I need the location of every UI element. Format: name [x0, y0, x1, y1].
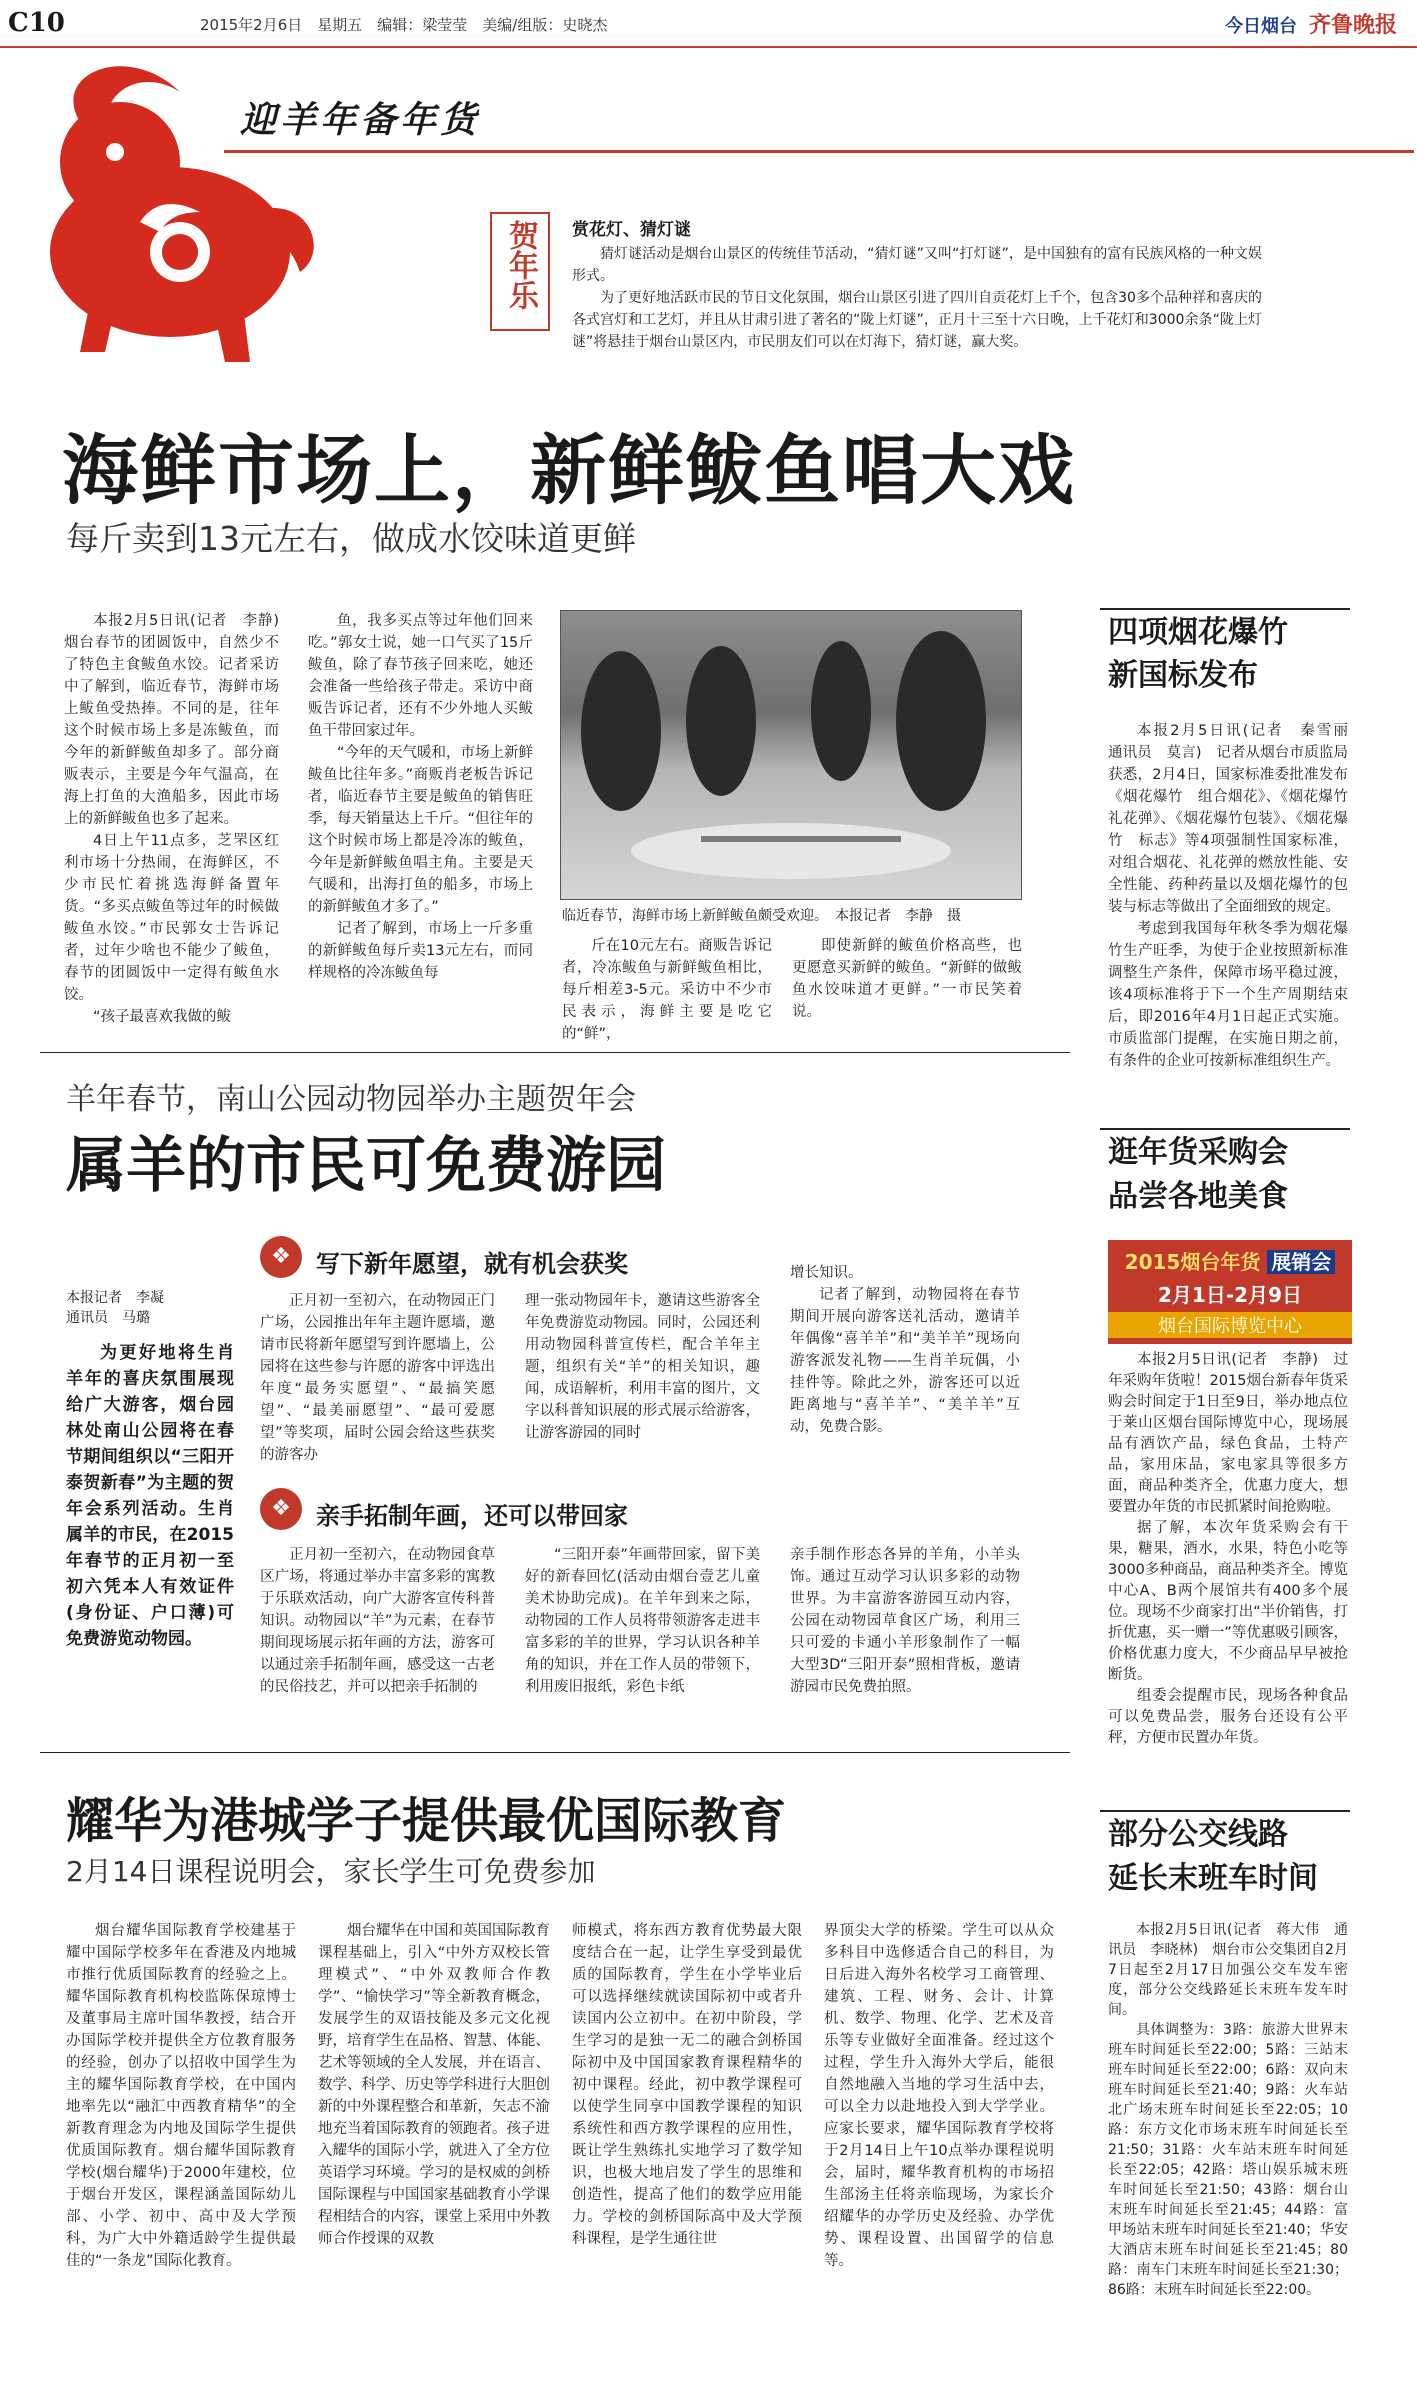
story2-s1-col3 — [790, 1262, 1020, 1438]
story2-headline: 属羊的市民可免费游园 — [66, 1131, 666, 1201]
expo-ad — [1108, 1240, 1352, 1344]
paragraph: 具体调整为：3路：旅游大世界末班车时间延长至22:00；5路：三站末班车时间延长至22:00；6路：双向末班车时间延长至21:40；9路：火车站北广场末班车时间延长至22:05；10路：东方文化市场末班车时间延长至21:50；31路：火车站末班车时间延长至22:05；42路：塔山娱乐城末班车时间延长至21:50；43路：烟台山末班车时间延长至21:45；44路：富甲场站末班车时间延长至21:40；华安大酒店末班车时间延长至21:45；80路：南车门末班车时间延长至21:30；86路：末班车时间延长至22:00。 — [1108, 2022, 1348, 2298]
story2-s2-col1 — [260, 1544, 495, 1698]
paragraph: 正月初一至初六，在动物园食草区广场，将通过举办丰富多彩的寓教于乐联欢活动，向广大游客宣传科普知识。动物园以“羊”为元素，在春节期间现场展示拓年画的方法，游客可以通过亲手拓制年画，感受这一古老的民俗技艺，并可以把亲手拓制的 — [260, 1547, 495, 1695]
story2-byline — [66, 1288, 164, 1328]
story1-headline: 海鲜市场上，新鲜鲅鱼唱大戏 — [62, 426, 1076, 515]
paragraph: 记者了解到，动物园将在春节期间开展向游客送礼活动，邀请羊年偶像“喜羊羊”和“美羊羊”现场向游客派发礼物——生肖羊玩偶，小挂件等。除此之外，游客还可以近距离地与“喜羊羊”、“美羊羊”互动，免费合影。 — [790, 1287, 1020, 1435]
paragraph: 正月初一至初六，在动物园正门广场，公园推出年年主题许愿墙，邀请市民将新年愿望写到许愿墙上，公园将在这些参与许愿的游客中评选出年度“最务实愿望”、“最搞笑愿望”、“最美丽愿望”、“最可爱愿望”等奖项，届时公园会给这些获奖的游客办 — [260, 1293, 495, 1463]
sidebar-rule — [1100, 1128, 1350, 1130]
paragraph: “今年的天气暖和，市场上新鲜鲅鱼比往年多。”商贩肖老板告诉记者，临近春节主要是鲅鱼的销售旺季，每天销量达上千斤。“但往年的这个时候市场上都是冷冻的鲅鱼，今年是新鲜鲅鱼唱主角。主要是天气暖和，出海打鱼的船多，市场上的新鲜鲅鱼才多了。” — [308, 745, 534, 915]
banner-body — [572, 243, 1262, 353]
paragraph: 界顶尖大学的桥梁。学生可以从众多科目中选修适合自己的科目，为日后进入海外名校学习工商管理、建筑、工程、财务、会计、计算机、数学、物理、化学、艺术及音乐等专业做好全面准备。经过这个过程，学生升入海外大学后，能很自然地融入当地的学习生活中去，可以全力以赴地投入到大学学业。应家长要求，耀华国际教育学校将于2月14日上午10点举办课程说明会，届时，耀华教育机构的市场招生部汤主任将亲临现场，为家长介绍耀华的办学历史及经验、办学优势、课程设置、出国留学的信息等。 — [824, 1923, 1054, 2269]
paragraph: 师模式，将东西方教育优势最大限度结合在一起，让学生享受到最优质的国际教育，学生在小学毕业后可以选择继续就读国际初中或者升读国内公立初中。在初中阶段，学生学习的是独一无二的融合剑桥国际初中及中国国家教育课程精华的初中课程。经此，初中教学课程可以使学生同享中国教学课程的知识系统性和西方教学课程的应用性，既让学生熟练扎实地学习了数学知识，也极大地启发了学生的思维和创造性，提高了他们的数学应用能力。学校的剑桥国际高中及大学预科课程，是学生通往世 — [572, 1923, 802, 2247]
paragraph: 组委会提醒市民，现场各种食品可以免费品尝，服务台还设有公平秤，方便市民置办年货。 — [1108, 1688, 1348, 1746]
banner-rule — [224, 150, 1414, 153]
story1-subheadline: 每斤卖到13元左右，做成水饺味道更鲜 — [66, 519, 636, 558]
page-number: C10 — [8, 8, 65, 38]
paragraph: 考虑到我国每年秋冬季为烟花爆竹生产旺季，为使于企业按照新标准调整生产条件，保障市场平稳过渡，该4项标准将于下一个生产周期结束后，即2016年4月1日起正式实施。市质监部门提醒，在实施日期之前，有条件的企业可按新标准组织生产。 — [1108, 921, 1348, 1069]
sidebar-rule — [1100, 608, 1350, 610]
paragraph: 理一张动物园年卡，邀请这些游客全年免费游览动物园。同时，公园还利用动物园科普宣传栏，配合羊年主题，组织有关“羊”的相关知识，趣闻，成语解析，利用丰富的图片，文字以科普知识展的形式展示给游客，让游客游园的同时 — [525, 1293, 760, 1441]
paragraph: 增长知识。 — [790, 1265, 863, 1281]
story2-sub1: 写下新年愿望，就有机会获奖 — [316, 1250, 628, 1278]
story2-kicker: 羊年春节，南山公园动物园举办主题贺年会 — [66, 1082, 636, 1117]
story2-s1-col2 — [525, 1290, 760, 1444]
ad-venue: 烟台国际博览中心 — [1108, 1312, 1352, 1338]
paragraph: 烟台耀华在中国和英国国际教育课程基础上，引入“中外方双校长管理模式”、“中外双教师合作教学”、“愉快学习”等全新教育概念，发展学生的双语技能及多元文化视野，培育学生在品格、智慧、体能、艺术等领域的全人发展，并在语言、数学、科学、历史等学科进行大胆创新的中外课程整合和革新，矢志不渝地充当着国际教育的领跑者。孩子进入耀华的国际小学，就进入了全方位英语学习环境。学习的是权威的剑桥国际课程与中国国家基础教育小学课程相结合的内容，课堂上采用中外教师合作授课的双教 — [318, 1923, 550, 2247]
paragraph: 猜灯谜活动是烟台山景区的传统佳节活动，“猜灯谜”又叫“打灯谜”，是中国独有的富有民族风格的一种文娱形式。 — [572, 246, 1262, 284]
story3-col4 — [824, 1920, 1054, 2272]
side1-title-line1: 四项烟花爆竹 — [1108, 615, 1288, 650]
ad-line1: 2015烟台年货 — [1124, 1250, 1261, 1274]
side3-body — [1108, 1920, 1348, 2300]
crowd-shapes-icon — [561, 611, 1021, 899]
story1-col2 — [308, 610, 533, 984]
paragraph: 亲手制作形态各异的羊角，小羊头饰。通过互动学习认识多彩的动物世界。为丰富游客游园互动内容，公园在动物园草食区广场，利用三只可爱的卡通小羊形象制作了一幅大型3D“三阳开泰”照相背板，邀请游园市民免费拍照。 — [790, 1547, 1020, 1695]
paragraph: 斤在10元左右。商贩告诉记者，冷冻鲅鱼与新鲜鲅鱼相比，每斤相差3-5元。采访中不少市民表示，海鲜主要是吃它的“鲜”， — [562, 938, 772, 1042]
paragraph: 本报2月5日讯(记者 李静) 过年采购年货啦！2015烟台新春年货采购会时间定于1日至9日，举办地点位于莱山区烟台国际博览中心，现场展品有酒饮产品，绿色食品，土特产品，家用床品，家电家具等很多方面，商品种类齐全，优惠力度大，想要置办年货的市民抓紧时间抢购啦。 — [1108, 1352, 1348, 1515]
story1-col3 — [562, 935, 772, 1045]
side3-title-line2: 延长末班车时间 — [1108, 1861, 1318, 1896]
paragraph: 烟台耀华国际教育学校建基于耀中国际学校多年在香港及内地城市推行优质国际教育的经验之上。耀华国际教育机构校监陈保琼博士及董事局主席叶国华教授，结合开办国际学校并提供全方位教育服务的经验，创办了以招收中国学生为主的耀华国际教育学校，在中国内地率先以“融汇中西教育精华”的全新教育理念为内地及国际学生提供优质国际教育。烟台耀华国际教育学校(烟台耀华)于2000年建校，位于烟台开发区，课程涵盖国际幼儿部、小学、初中、高中及大学预科，为广大中外籍适龄学生提供最佳的“一条龙”国际化教育。 — [66, 1923, 296, 2269]
masthead — [1225, 8, 1397, 39]
tag-text: 贺年乐 — [503, 220, 538, 310]
story2-s1-col1 — [260, 1290, 495, 1466]
story3-subheadline: 2月14日课程说明会，家长学生可免费参加 — [66, 1855, 596, 1888]
byline-correspondent: 通讯员 马璐 — [66, 1310, 150, 1326]
paragraph: “孩子最喜欢我做的鲅 — [93, 1009, 232, 1025]
paragraph: 本报2月5日讯(记者 李静) 烟台春节的团圆饭中，自然少不了特色主食鲅鱼水饺。记者采访中了解到，临近春节，海鲜市场上鲅鱼受热捧。不同的是，往年这个时候市场上多是冻鲅鱼，而今年的新鲜鲅鱼却多了。部分商贩表示，主要是今年气温高，在海上打鱼的大渔船多，因此市场上的新鲜鲅鱼也多了起来。 — [64, 613, 294, 827]
story3-headline: 耀华为港城学子提供最优国际教育 — [66, 1793, 787, 1849]
paragraph: 记者了解到，市场上一斤多重的新鲜鲅鱼每斤卖13元左右，而同样规格的冷冻鲅鱼每 — [308, 921, 533, 981]
lantern-icon: ❖ — [260, 1236, 302, 1278]
paragraph: 本报2月5日讯(记者 蒋大伟 通讯员 李晓林) 烟台市公交集团自2月7日起至2月17日加强公交车发车密度，部分公交线路延长末班车发车时间。 — [1108, 1922, 1348, 2018]
section-divider — [40, 1052, 1070, 1053]
paragraph: 本报2月5日讯(记者 秦雪丽 通讯员 莫言) 记者从烟台市质监局获悉，2月4日，国家标准委批准发布《烟花爆竹 组合烟花》、《烟花爆竹 礼花弹》、《烟花爆竹包装》、《烟花爆竹 标志》等4项强制性国家标准，对组合烟花、礼花弹的燃放性能、安全性能、药种药量以及烟花爆竹的包装与标志等做出了全面细致的规定。 — [1108, 723, 1363, 915]
story2-sub2: 亲手拓制年画，还可以带回家 — [316, 1502, 628, 1530]
paragraph: 即使新鲜的鲅鱼价格高些，也更愿意买新鲜的鲅鱼。“新鲜的做鲅鱼水饺味道才更鲜。”一市民笑着说。 — [792, 938, 1022, 1020]
ad-line2: 展销会 — [1267, 1250, 1335, 1274]
paragraph: 为了更好地活跃市民的节日文化氛围，烟台山景区引进了四川自贡花灯上千个，包含30多个品种祥和喜庆的各式宫灯和工艺灯，并且从甘肃引进了著名的“陇上灯谜”，正月十三至十六日晚，上千花灯和3000余条“陇上灯谜”将悬挂于烟台山景区内，市民朋友们可以在灯海下，猜灯谜，赢大奖。 — [572, 290, 1262, 350]
banner-title: 迎羊年备年货 — [240, 99, 481, 141]
paragraph: “三阳开泰”年画带回家，留下美好的新春回忆(活动由烟台壹艺儿童美术协助完成)。在羊年到来之际，动物园的工作人员将带领游客走进丰富多彩的羊的世界，学习认识各种羊角的知识，并在工作人员的带领下，利用废旧报纸，彩色卡纸 — [525, 1547, 760, 1695]
paper-name: 齐鲁晚报 — [1308, 13, 1397, 38]
story2-s2-col2 — [525, 1544, 760, 1698]
story2-s2-col3 — [790, 1544, 1020, 1698]
sidebar-rule — [1100, 1810, 1350, 1812]
side1-title-line2: 新国标发布 — [1108, 658, 1258, 693]
story1-col1 — [64, 610, 294, 1028]
side2-title-line1: 逛年货采购会 — [1108, 1135, 1288, 1170]
paragraph: 据了解，本次年货采购会有干果，糖果，酒水，水果，特色小吃等3000多种商品，商品种类齐全。博览中心A、B两个展馆共有400多个展位。现场不少商家打出“半价销售，打折优惠，买一赠一”等优惠吸引顾客，价格优惠力度大，不少商品早早被抢断货。 — [1108, 1520, 1348, 1683]
header-meta: 2015年2月6日 星期五 编辑：梁莹莹 美编/组版：史晓杰 — [200, 16, 608, 34]
paragraph: 鱼，我多买点等过年他们回来吃。”郭女士说，她一口气买了15斤鲅鱼，除了春节孩子回来吃，她还会准备一些给孩子带走。采访中商贩告诉记者，还有不少外地人买鲅鱼干带回家过年。 — [308, 613, 533, 739]
lantern-icon: ❖ — [260, 1488, 302, 1530]
side3-title-line1: 部分公交线路 — [1108, 1817, 1288, 1852]
story3-col1 — [66, 1920, 296, 2272]
fish-market-photo — [560, 610, 1022, 900]
paragraph: 4日上午11点多，芝罘区红利市场十分热闹，在海鲜区，不少市民忙着挑选海鲜备置年货。“多买点鲅鱼等过年的时候做鲅鱼水饺。”市民郭女士告诉记者，过年少啥也不能少了鲅鱼，春节的团圆饭中一定得有鲅鱼水饺。 — [64, 833, 279, 1003]
banner-subtitle: 赏花灯、猜灯谜 — [572, 220, 691, 240]
section-divider — [40, 1752, 1070, 1753]
section-name: 今日烟台 — [1224, 16, 1297, 37]
photo-caption: 临近春节，海鲜市场上新鲜鲅鱼颇受欢迎。 本报记者 李静 摄 — [562, 908, 961, 924]
story1-col4 — [792, 935, 1022, 1023]
story2-lead: 为更好地将生肖羊年的喜庆氛围展现给广大游客，烟台园林处南山公园将在春节期间组织以“三阳开泰贺新春”为主题的贺年会系列活动。生肖属羊的市民，在2015年春节的正月初一至初六凭本人有效证件(身份证、户口薄)可免费游览动物园。 — [66, 1343, 234, 1649]
story3-col3 — [572, 1920, 802, 2250]
ad-dates: 2月1日-2月9日 — [1158, 1283, 1302, 1307]
page-header — [0, 0, 1417, 48]
side2-title-line2: 品尝各地美食 — [1108, 1179, 1288, 1214]
side1-body — [1108, 720, 1363, 1072]
byline-reporter: 本报记者 李凝 — [66, 1290, 164, 1306]
story3-col2 — [318, 1920, 550, 2250]
tag-box — [490, 212, 550, 331]
side2-body — [1108, 1350, 1348, 1749]
